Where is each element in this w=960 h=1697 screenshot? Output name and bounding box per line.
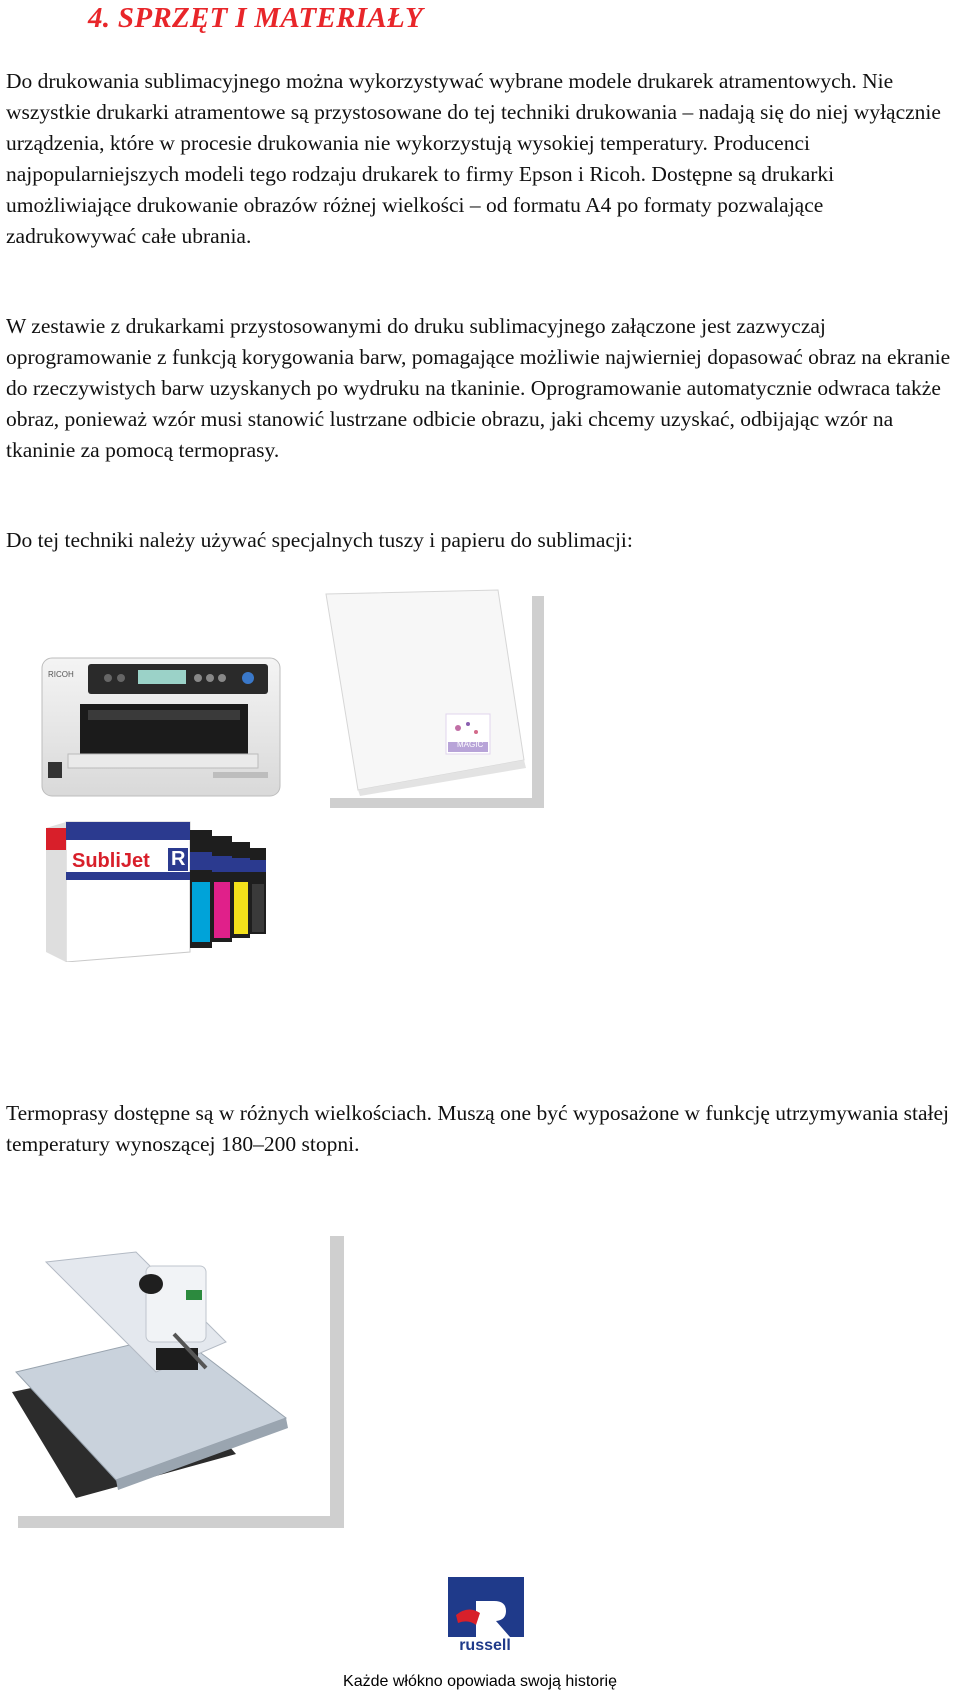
paper-brand-label: MAGIC xyxy=(457,740,484,749)
printer-image xyxy=(38,650,290,800)
printer-brand-label: RICOH xyxy=(48,670,74,679)
ink-cartridges-image xyxy=(40,812,292,962)
paragraph-printers: Do drukowania sublimacyjnego można wykorzystywać wybrane modele drukarek atramentowych. Nie wszystkie drukarki atramentowe są przystosowane do tej techniki drukowania – nadają się do niej wyłącznie urządzenia, które w procesie drukowania nie wykorzystują wysokiej temperatury. Producenci najpopularniejszych modeli tego rodzaju drukarek to firmy Epson i Ricoh. Dostępne są drukarki umożliwiające drukowanie obrazów różnej wielkości – od formatu A4 po formaty pozwalające zadrukowywać całe ubrania. xyxy=(6,69,941,248)
ink-letter-label: R xyxy=(168,848,188,871)
russell-logo-mark xyxy=(446,1575,526,1641)
paper-pack-image xyxy=(318,584,532,798)
russell-logo xyxy=(446,1575,526,1655)
russell-logo-text: russell xyxy=(459,1637,511,1654)
footer-slogan: Każde włókno opowiada swoją historię xyxy=(343,1673,617,1690)
heat-press-image xyxy=(6,1222,330,1516)
paragraph-heat-press: Termoprasy dostępne są w różnych wielkościach. Muszą one być wyposażone w funkcję utrzymywania stałej temperatury wynoszącej 180–200 stopni. xyxy=(6,1101,949,1156)
paragraph-inks-paper: Do tej techniki należy używać specjalnych tuszy i papieru do sublimacji: xyxy=(6,528,633,552)
paragraph-software: W zestawie z drukarkami przystosowanymi do druku sublimacyjnego załączone jest zazwyczaj oprogramowanie z funkcją korygowania barw, pomagające możliwie najwierniej dopasować obraz na ekranie do rzeczywistych barw uzyskanych po wydruku na tkaninie. Oprogramowanie automatycznie odwraca także obraz, ponieważ wzór musi stanowić lustrzane odbicie obrazu, jaki chcemy uzyskać, odbijając wzór na tkaninie za pomocą termoprasy. xyxy=(6,314,951,462)
section-heading: 4. SPRZĘT I MATERIAŁY xyxy=(88,2,424,34)
ink-brand-label: SubliJet xyxy=(72,850,150,872)
